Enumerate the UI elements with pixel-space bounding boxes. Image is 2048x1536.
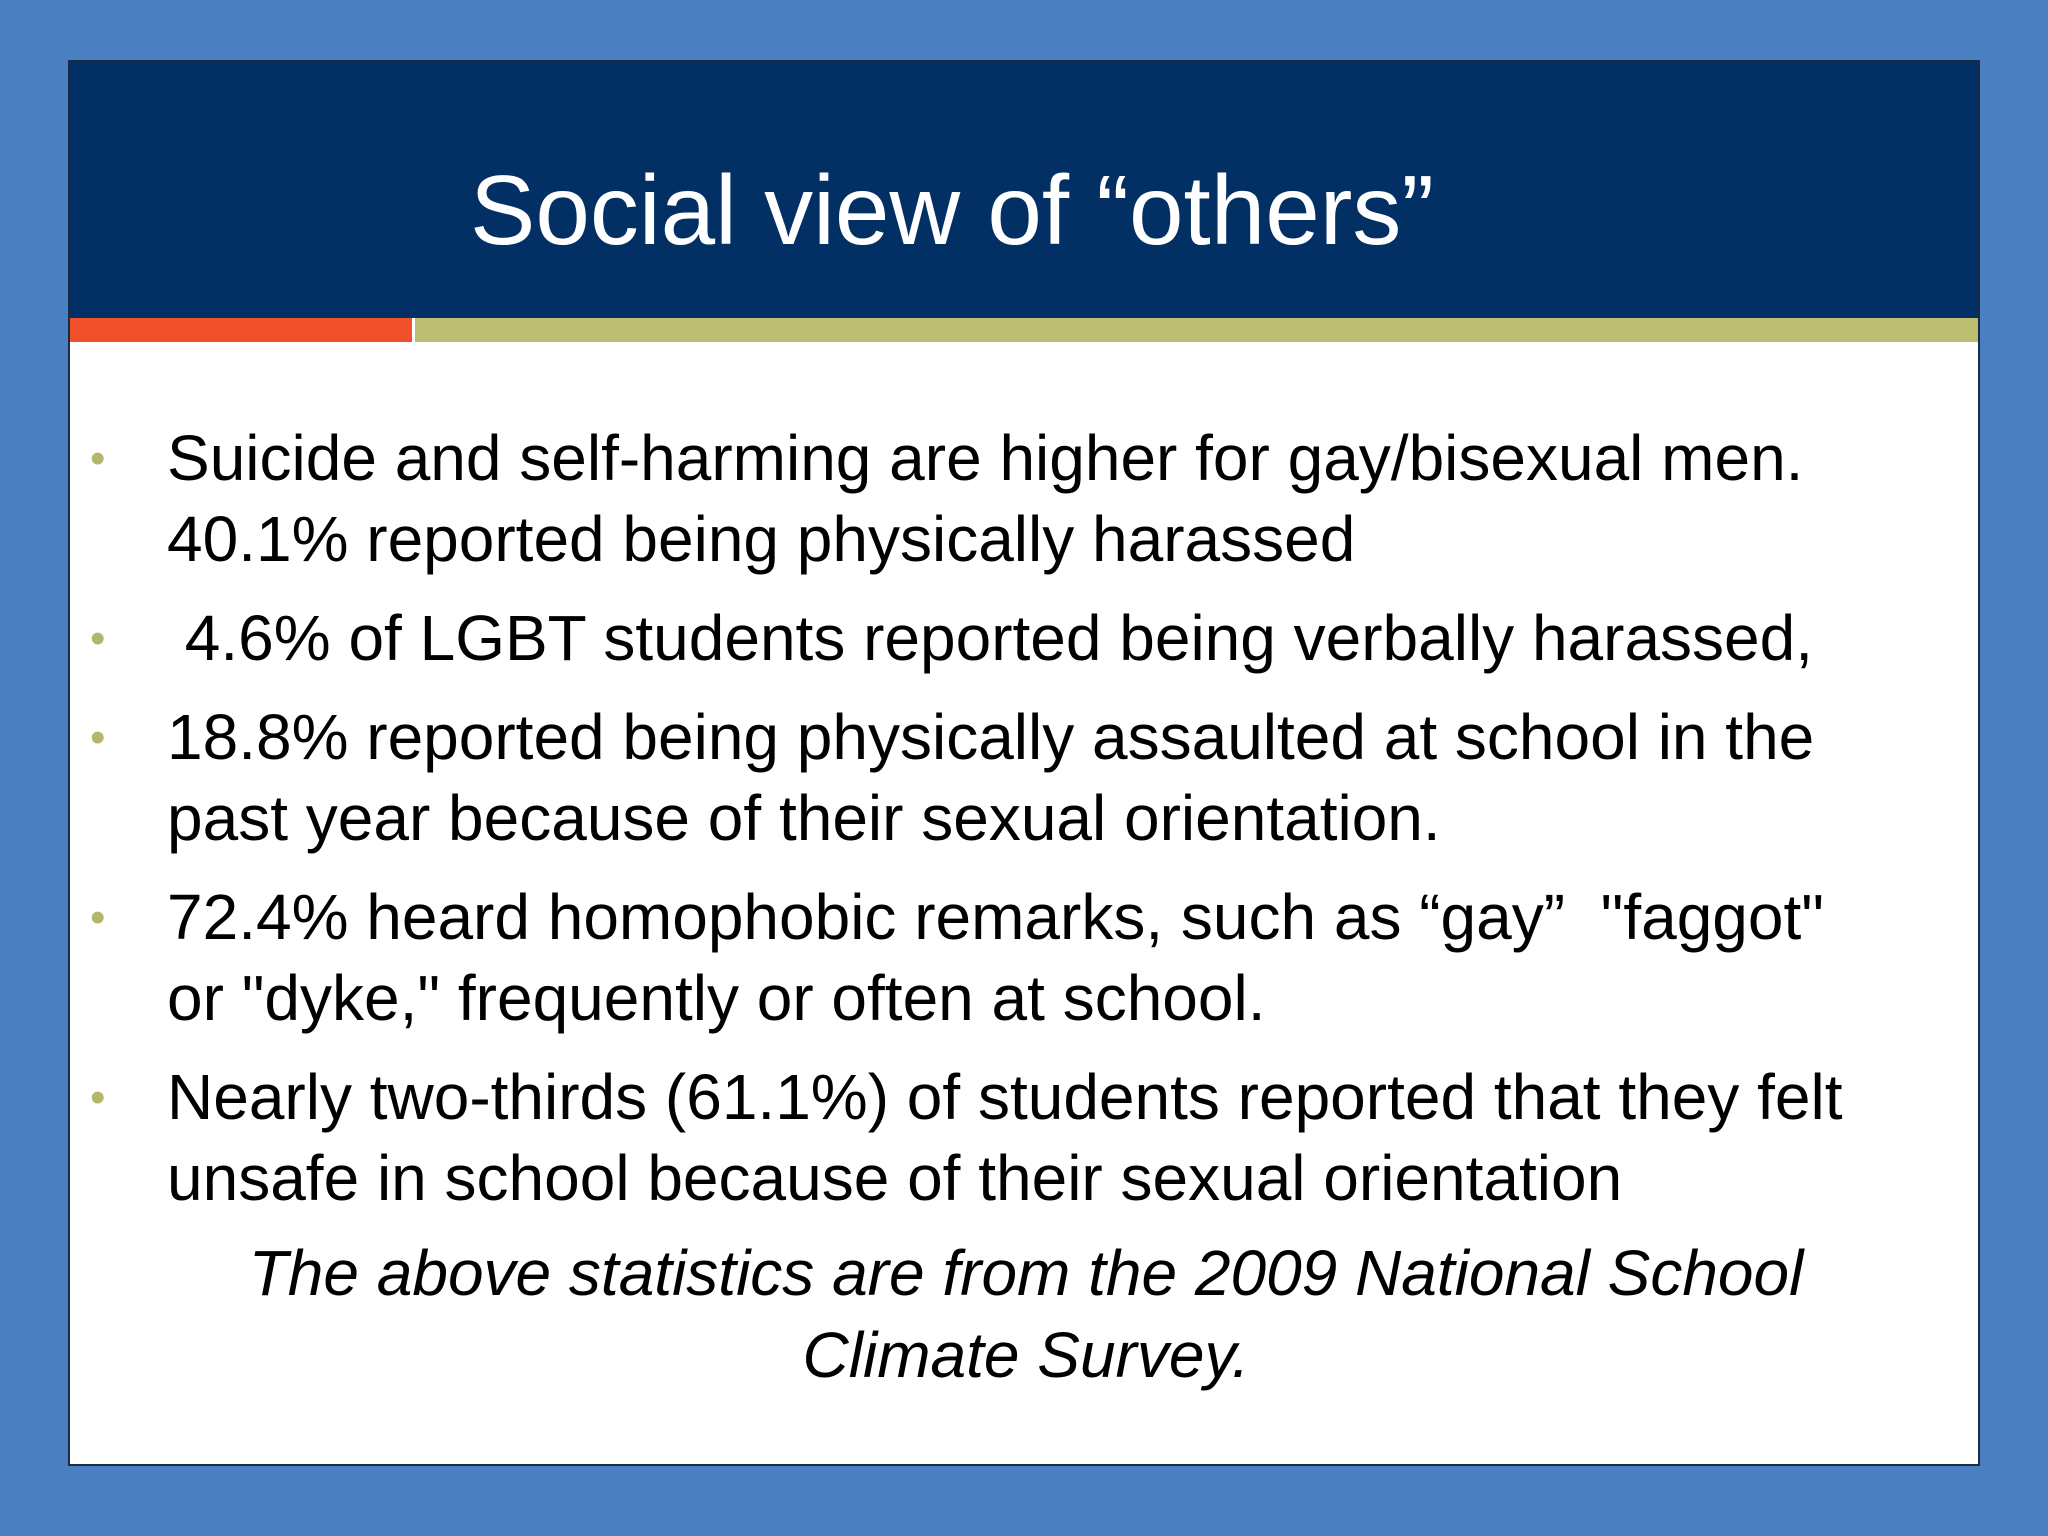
accent-bar-olive (412, 318, 1978, 342)
bullet-marker-icon: • (90, 434, 106, 483)
footnote-line: Climate Survey. (802, 1319, 1250, 1391)
bullet-text (167, 1061, 1842, 1214)
bullet-text (167, 701, 1814, 854)
footnote-line: The above statistics are from the 2009 National School (248, 1237, 1804, 1309)
slide (68, 60, 1980, 1466)
source-footnote (70, 1232, 1980, 1396)
bullet-line: Suicide and self-harming are higher for gay/bisexual men. (167, 422, 1804, 494)
bullet-list (70, 418, 1978, 1237)
bullet-line: 40.1% reported being physically harassed (167, 503, 1356, 575)
bullet-line: Nearly two-thirds (61.1%) of students reported that they felt (167, 1061, 1843, 1133)
bullet-line: 72.4% heard homophobic remarks, such as “gay” "faggot" (167, 881, 1824, 953)
bullet-marker-icon: • (90, 1073, 106, 1122)
bullet-item (70, 1057, 1978, 1219)
bullet-line: 4.6% of LGBT students reported being verbally harassed, (167, 602, 1813, 674)
bullet-marker-icon: • (90, 893, 106, 942)
bullet-item (70, 418, 1978, 580)
bullet-item (70, 877, 1978, 1039)
title-bar (70, 62, 1978, 318)
bullet-line: 18.8% reported being physically assaulted at school in the (167, 701, 1815, 773)
bullet-text (167, 422, 1803, 575)
bullet-line: or "dyke," frequently or often at school. (167, 962, 1266, 1034)
bullet-text (167, 881, 1824, 1034)
bullet-marker-icon: • (90, 614, 106, 663)
accent-bar-red (70, 318, 412, 342)
slide-title: Social view of “others” (470, 155, 1435, 265)
bullet-item (70, 697, 1978, 859)
bullet-item (70, 598, 1978, 679)
bullet-line: past year because of their sexual orientation. (167, 782, 1441, 854)
bullet-line: unsafe in school because of their sexual orientation (167, 1142, 1623, 1214)
bullet-marker-icon: • (90, 713, 106, 762)
bullet-text (167, 602, 1813, 674)
